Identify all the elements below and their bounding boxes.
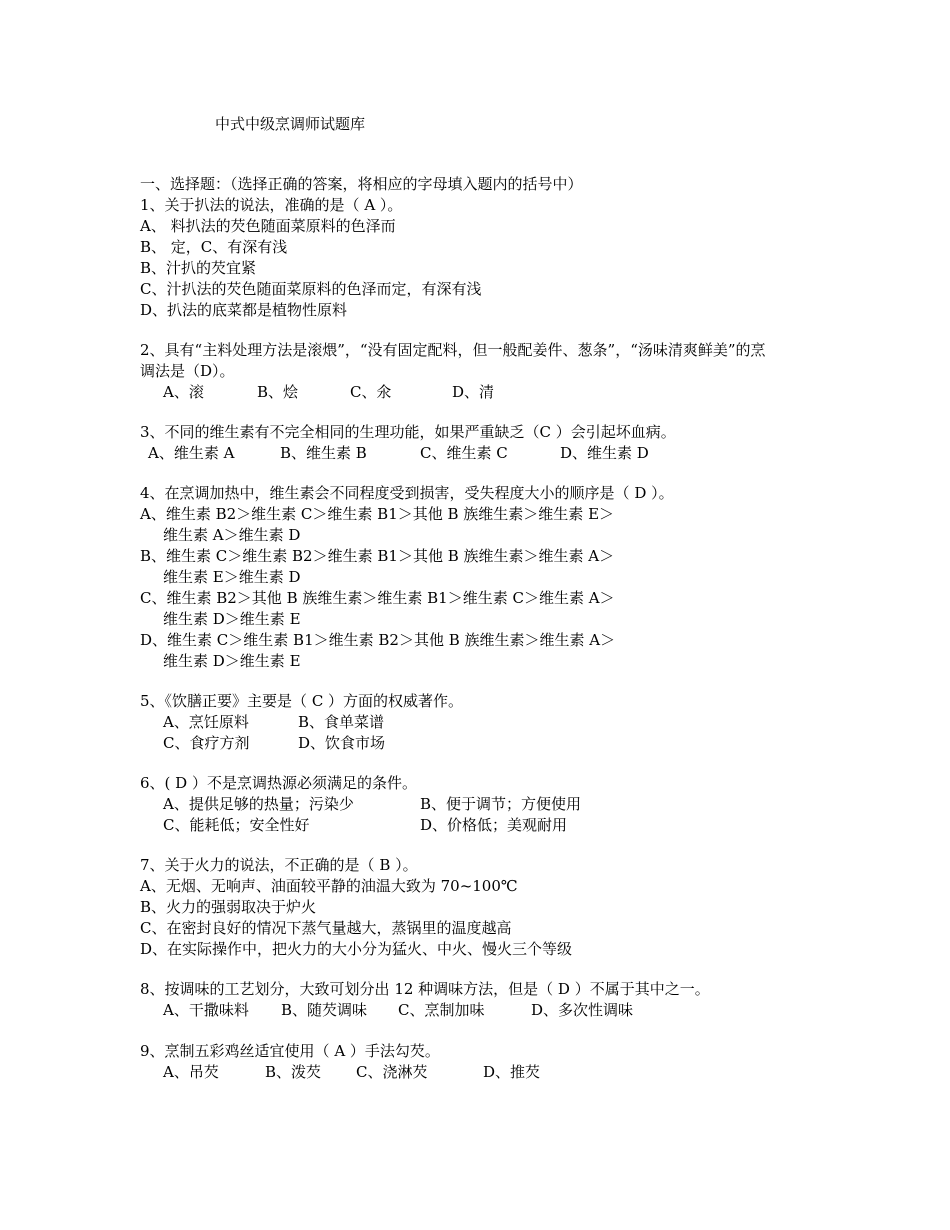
- option: C、浇淋芡: [356, 1063, 428, 1081]
- question-4-option: D、维生素 C＞维生素 B1＞维生素 B2＞其他 B 族维生素＞维生素 A＞: [140, 631, 616, 649]
- option: B、随芡调味: [281, 1001, 368, 1019]
- question-3-stem: 3、不同的维生素有不完全相同的生理功能，如果严重缺乏（C ）会引起坏血病。: [140, 423, 676, 441]
- option: D、价格低；美观耐用: [420, 816, 568, 834]
- option: D、清: [452, 383, 495, 401]
- option: A、滚: [163, 383, 204, 401]
- question-1-line: C、汁扒法的芡色随面菜原料的色泽而定，有深有浅: [140, 280, 482, 298]
- question-6-stem: 6、( D ）不是烹调热源必须满足的条件。: [140, 774, 417, 792]
- question-1-stem: 1、关于扒法的说法，准确的是（ A ）。: [140, 196, 403, 214]
- question-9-stem: 9、烹制五彩鸡丝适宜使用（ A ）手法勾芡。: [140, 1042, 440, 1060]
- question-7-stem: 7、关于火力的说法，不正确的是（ B ）。: [140, 856, 418, 874]
- question-8-stem: 8、按调味的工艺划分，大致可划分出 12 种调味方法，但是（ D ）不属于其中之一。: [140, 980, 710, 998]
- option: D、多次性调味: [531, 1001, 634, 1019]
- option: D、维生素 D: [560, 444, 649, 462]
- option: B、便于调节；方便使用: [420, 795, 582, 813]
- section-heading: 一、选择题：（选择正确的答案，将相应的字母填入题内的括号中）: [140, 175, 583, 193]
- question-4-option: A、维生素 B2＞维生素 C＞维生素 B1＞其他 B 族维生素＞维生素 E＞: [140, 505, 615, 523]
- option: C、维生素 C: [420, 444, 508, 462]
- question-7-option: A、无烟、无响声、油面较平静的油温大致为 70~100℃: [140, 877, 518, 895]
- option: C、烹制加味: [398, 1001, 485, 1019]
- question-1-line: B、汁扒的芡宜紧: [140, 259, 257, 277]
- question-1-line: A、 料扒法的芡色随面菜原料的色泽而: [140, 217, 396, 235]
- question-4-option-cont: 维生素 A＞维生素 D: [163, 526, 301, 544]
- question-7-option: C、在密封良好的情况下蒸气量越大，蒸锅里的温度越高: [140, 919, 512, 937]
- question-4-option-cont: 维生素 D＞维生素 E: [163, 610, 301, 628]
- option: D、饮食市场: [298, 734, 386, 752]
- option: A、维生素 A: [148, 444, 235, 462]
- option: B、维生素 B: [280, 444, 367, 462]
- question-4-option: C、维生素 B2＞其他 B 族维生素＞维生素 B1＞维生素 C＞维生素 A＞: [140, 589, 615, 607]
- question-5-stem: 5、《饮膳正要》主要是（ C ）方面的权威著作。: [140, 692, 464, 710]
- question-7-option: D、在实际操作中，把火力的大小分为猛火、中火、慢火三个等级: [140, 940, 573, 958]
- option: C、氽: [350, 383, 392, 401]
- option: A、烹饪原料: [163, 713, 249, 731]
- question-1-line: D、扒法的底菜都是植物性原料: [140, 301, 348, 319]
- question-2-stem: 2、具有“主料处理方法是滚煨”，“没有固定配料，但一般配姜件、葱条”，“汤味清爽鲜美”的烹: [140, 341, 766, 359]
- option: B、泼芡: [265, 1063, 322, 1081]
- option: B、食单菜谱: [298, 713, 385, 731]
- document-title: 中式中级烹调师试题库: [215, 115, 366, 133]
- option: C、能耗低；安全性好: [163, 816, 310, 834]
- option: A、吊芡: [163, 1063, 219, 1081]
- question-4-option-cont: 维生素 E＞维生素 D: [163, 568, 301, 586]
- question-4-stem: 4、在烹调加热中，维生素会不同程度受到损害，受失程度大小的顺序是（ D ）。: [140, 484, 674, 502]
- question-4-option: B、维生素 C＞维生素 B2＞维生素 B1＞其他 B 族维生素＞维生素 A＞: [140, 547, 615, 565]
- question-1-line: B、 定，C、有深有浅: [140, 238, 288, 256]
- question-2-stem-cont: 调法是（D）。: [140, 362, 235, 380]
- option: D、推芡: [483, 1063, 541, 1081]
- option: B、烩: [257, 383, 299, 401]
- option: C、食疗方剂: [163, 734, 250, 752]
- option: A、提供足够的热量；污染少: [163, 795, 354, 813]
- question-4-option-cont: 维生素 D＞维生素 E: [163, 652, 301, 670]
- option: A、干撒味料: [163, 1001, 249, 1019]
- question-7-option: B、火力的强弱取决于炉火: [140, 898, 317, 916]
